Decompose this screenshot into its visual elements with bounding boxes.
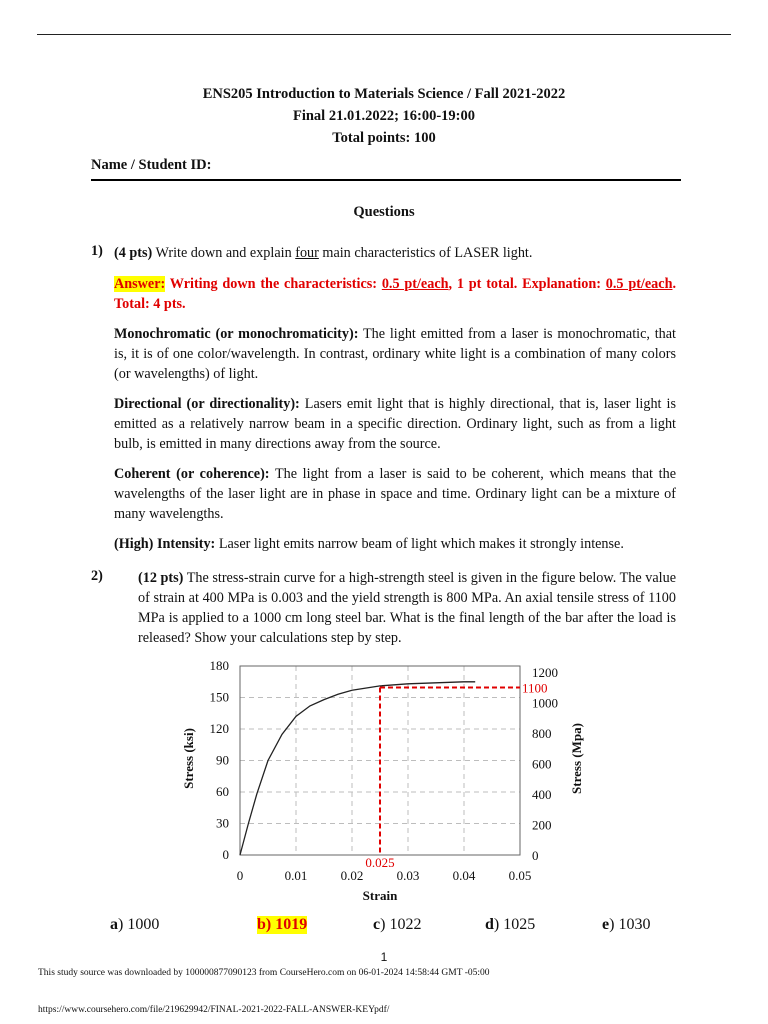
y-axis-label: Stress (ksi)	[181, 728, 196, 789]
item-monochromatic	[114, 324, 676, 384]
annotation-1100: 1100	[522, 680, 548, 696]
page-number: 1	[380, 950, 388, 964]
stress-strain-curve	[240, 682, 475, 855]
y2-axis-label: Stress (Mpa)	[569, 723, 584, 794]
item-term: Directional (or directionality):	[114, 396, 300, 412]
option-letter: a	[110, 916, 118, 933]
option-letter: c	[373, 916, 381, 933]
item-term: (High) Intensity:	[114, 536, 216, 552]
q1-answer	[114, 274, 676, 314]
name-rule	[91, 179, 681, 181]
total-points: Total points: 100	[332, 130, 436, 146]
y-tick-label: 120	[209, 721, 229, 736]
y2-tick-label: 600	[532, 756, 552, 772]
item-text: Laser light emits narrow beam of light which makes it strongly intense.	[215, 536, 624, 552]
answer-t2: , 1 pt total. Explanation:	[448, 276, 606, 292]
item-term: Coherent (or coherence):	[114, 466, 270, 482]
q2-prompt	[138, 568, 676, 648]
option-letter: d	[485, 916, 494, 933]
item-text: Lasers emit light that is highly directional, that is, laser light is emitted as a relatively narrow beam in a specific direction. Ordinary light, such as from a light bulb, is emitted in many directions away from the source.	[114, 396, 676, 452]
answer-label: Answer:	[114, 276, 166, 292]
item-text: The light emitted from a laser is monochromatic, that is, it is of one color/wavelength. In contrast, ordinary white light is a combination of many colors (or wavelengths) of light.	[114, 326, 677, 382]
item-intensity	[114, 534, 676, 554]
y2-tick-label: 800	[532, 726, 552, 742]
option-a: a) 1000	[110, 916, 160, 933]
q1-points: (4 pts)	[114, 245, 153, 261]
name-label: Name / Student ID:	[91, 157, 212, 173]
option-c: c) 1022	[373, 916, 422, 933]
item-text: The light from a laser is said to be coherent, which means that the wavelengths of the laser light are in phase in space and time. Ordinary light can be a mixture of many wavelengths.	[114, 466, 676, 522]
stress-strain-chart	[170, 650, 600, 905]
q2-number: 2)	[91, 568, 103, 584]
y-tick-label: 90	[216, 752, 229, 768]
source-url: https://www.coursehero.com/file/219629942/FINAL-2021-2022-FALL-ANSWER-KEYpdf/	[38, 1005, 390, 1015]
x-tick-label: 0.02	[340, 868, 364, 883]
x-tick-label: 0.03	[396, 868, 420, 883]
x-tick-label: 0	[236, 868, 244, 883]
q1-text-a: Write down and explain	[152, 245, 296, 261]
option-letter: e	[602, 916, 610, 933]
x-tick-label: 0.01	[284, 868, 308, 883]
y-tick-label: 30	[216, 815, 229, 831]
course-title: ENS205 Introduction to Materials Science / Fall 2021-2022	[202, 86, 566, 102]
q2-text: The stress-strain curve for a high-strength steel is given in the figure below. The value of strain at 400 MPa is 0.003 and the yield strength is 800 MPa. An axial tensile stress of 1100 MPa is applied to a 1000 cm long steel bar. What is the final length of the bar after the load is released? Show your calculations step by step.	[138, 570, 676, 646]
y-tick-label: 150	[209, 689, 229, 705]
questions-title: Questions	[353, 204, 415, 220]
answer-t1: Writing down the characteristics:	[165, 276, 382, 292]
answer-u1: 0.5 pt/each	[381, 276, 449, 292]
x-tick-label: 0.05	[508, 868, 532, 883]
x-axis-label: Strain	[362, 888, 398, 903]
download-notice: This study source was downloaded by 100000877090123 from CourseHero.com on 06-01-2024 14:58:44 GMT -05:00	[38, 968, 490, 978]
answer-u2: 0.5 pt/each	[605, 276, 673, 292]
option-e: e) 1030	[602, 916, 651, 933]
item-coherent	[114, 464, 676, 524]
y-tick-label: 60	[216, 784, 229, 799]
q2-points: (12 pts)	[138, 570, 184, 586]
y2-tick-label: 200	[532, 817, 552, 833]
y2-tick-label: 0	[532, 848, 539, 863]
option-value: 1022	[389, 916, 422, 933]
option-value: 1000	[127, 916, 160, 933]
option-value: 1025	[503, 916, 536, 933]
y2-tick-label: 1200	[532, 665, 558, 681]
answer-t3: . Total: 4 pts.	[114, 276, 677, 312]
exam-date: Final 21.01.2022; 16:00-19:00	[292, 108, 476, 124]
y2-tick-label: 1000	[532, 695, 558, 711]
option-d: d) 1025	[485, 916, 536, 933]
y-tick-label: 0	[222, 847, 229, 862]
q1-text-b: main characteristics of LASER light.	[318, 245, 533, 261]
item-directional	[114, 394, 676, 454]
q1-number: 1)	[91, 243, 103, 259]
option-value: 1019	[275, 916, 308, 933]
y-tick-label: 180	[209, 658, 229, 673]
option-b-correct	[257, 916, 307, 934]
y2-tick-label: 400	[532, 787, 552, 803]
x-tick-label: 0.04	[452, 868, 476, 883]
option-letter: b)	[257, 916, 272, 933]
top-rule	[37, 34, 731, 35]
q1-prompt	[114, 243, 676, 263]
q1-text-underlined: four	[295, 245, 319, 261]
option-value: 1030	[618, 916, 651, 933]
annotation-0025: 0.025	[365, 855, 395, 870]
item-term: Monochromatic (or monochromaticity):	[114, 326, 359, 342]
